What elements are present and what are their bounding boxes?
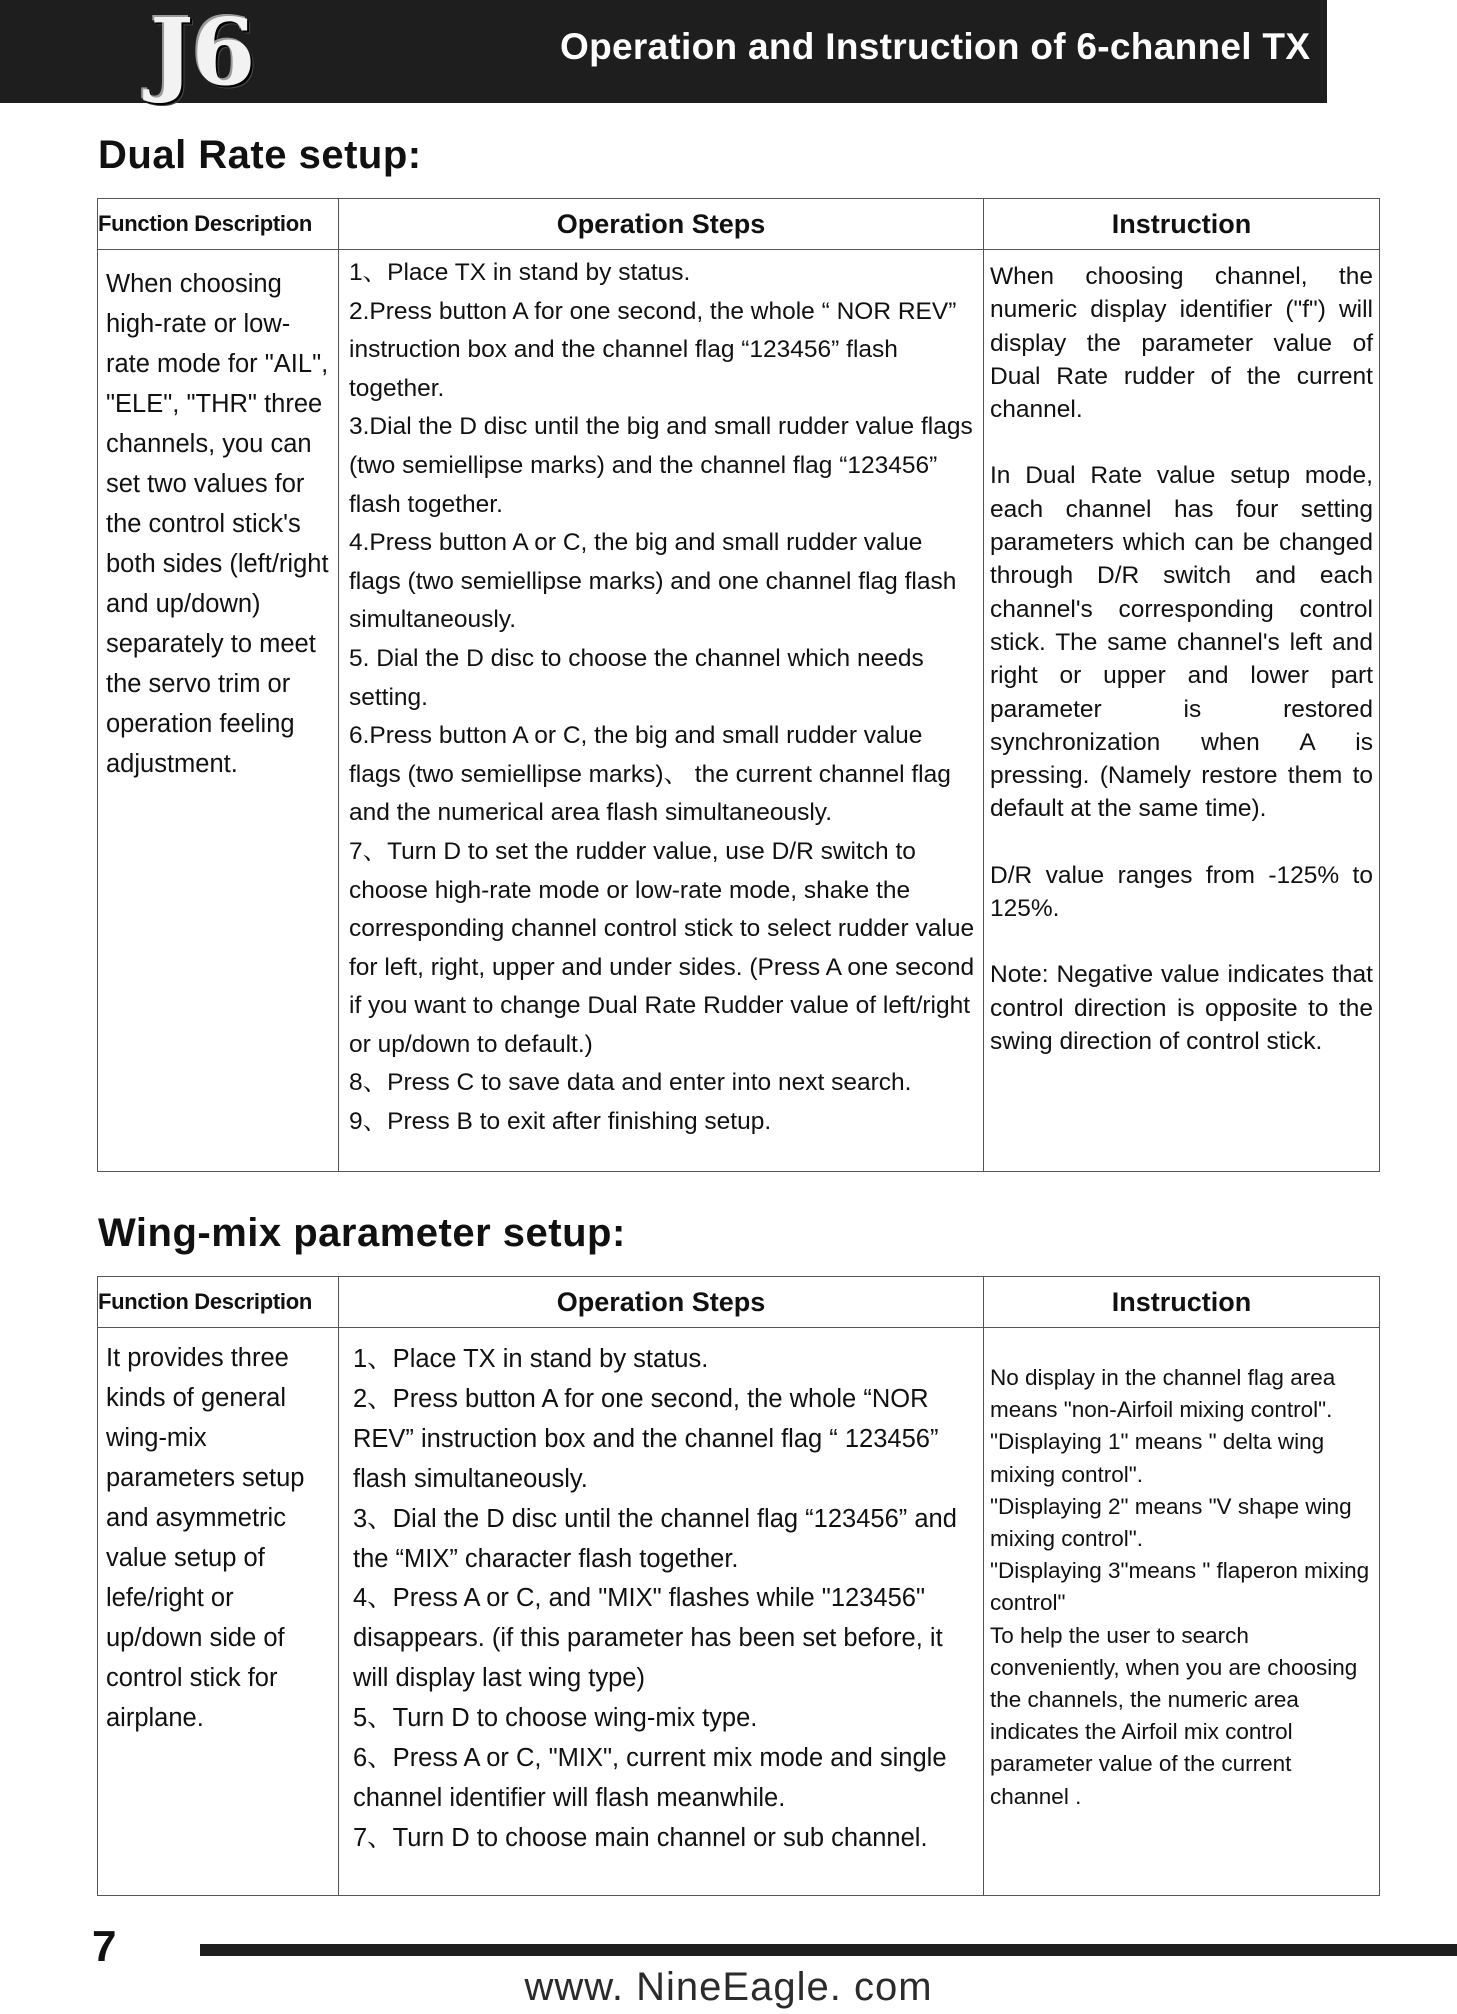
instruction-paragraph: "Displaying 2" means "V shape wing mixing control". (990, 1493, 1352, 1552)
instruction-cell (984, 250, 1380, 1172)
instruction-cell (984, 1328, 1380, 1896)
j6-logo: J6 (150, 0, 254, 106)
step-item: 6、Press A or C, "MIX", current mix mode and single channel identifier will flash meanwhile. (353, 1744, 947, 1812)
instruction-paragraph: D/R value ranges from -125% to 125%. (990, 861, 1373, 923)
step-item: 2.Press button A for one second, the whole “ NOR REV” instruction box and the channel flag “123456” flash together. (349, 297, 957, 402)
instruction-paragraph: To help the user to search conveniently, when you are choosing the channels, the numeric area indicates the Airfoil mix control parameter value of the current channel . (990, 1622, 1358, 1809)
header-bar (0, 0, 1327, 106)
function-description: It provides three kinds of general wing-mix parameters setup and asymmetric value setup of lefe/right or up/down side of control stick for airplane. (98, 1328, 339, 1896)
operation-steps (339, 250, 984, 1172)
column-header: Instruction (984, 1277, 1380, 1328)
table-header-row (98, 199, 1380, 250)
step-item: 5、Turn D to choose wing-mix type. (353, 1704, 758, 1733)
step-item: 4.Press button A or C, the big and small rudder value flags (two semiellipse marks) and one channel flag flash simultaneously. (349, 529, 957, 634)
function-description: When choosing high-rate or low-rate mode for "AIL", "ELE", "THR" three channels, you can set two values for the control stick's both sides (left/right and up/down) separately to meet the servo trim or operation feeling adjustment. (98, 250, 339, 1172)
instruction-paragraph: When choosing channel, the numeric display identifier ("f") will display the parameter value of Dual Rate rudder of the current channel. (990, 263, 1373, 424)
instruction-paragraph: "Displaying 3"means " flaperon mixing control" (990, 1558, 1370, 1616)
table-row (98, 250, 1380, 1172)
step-item: 8、Press C to save data and enter into next search. (349, 1069, 912, 1097)
step-item: 1、Place TX in stand by status. (353, 1345, 709, 1373)
wing-mix-table (97, 1276, 1380, 1896)
column-header: Instruction (984, 199, 1380, 250)
column-header: Operation Steps (339, 199, 984, 250)
page-number: 7 (92, 1922, 117, 1971)
dual-rate-title: Dual Rate setup: (98, 133, 422, 177)
step-item: 3、Dial the D disc until the channel flag “123456” and the “MIX” character flash together. (353, 1504, 957, 1573)
step-item: 3.Dial the D disc until the big and small rudder value flags (two semiellipse marks) and the channel flag “123456” flash together. (349, 413, 973, 518)
column-header: Function Description (98, 1277, 339, 1328)
table-row (98, 1328, 1380, 1896)
step-item: 6.Press button A or C, the big and small rudder value flags (two semiellipse marks)、 the current channel flag and the numerical area flash simultaneously. (349, 722, 951, 827)
step-item: 1、Place TX in stand by status. (349, 259, 691, 286)
column-header: Function Description (98, 199, 339, 250)
dual-rate-table (97, 198, 1380, 1172)
footer-divider (200, 1944, 1457, 1956)
step-item: 7、Turn D to choose main channel or sub channel. (353, 1823, 928, 1852)
step-item: 7、Turn D to set the rudder value, use D/R switch to choose high-rate mode or low-rate mode, shake the corresponding channel control stick to select rudder value for left, right, upper and under sides. (Press A one second if you want to change Dual Rate Rudder value of left/right or up/down to default.) (349, 837, 975, 1058)
header-title: Operation and Instruction of 6-channel TX (560, 26, 1311, 67)
column-header: Operation Steps (339, 1277, 984, 1328)
operation-steps (339, 1328, 984, 1896)
instruction-paragraph: In Dual Rate value setup mode, each channel has four setting parameters which can be changed through D/R switch and each channel's corresponding control stick. The same channel's left and right or upper and lower part parameter is restored synchronization when A is pressing. (Namely restore them to default at the same time). (990, 462, 1373, 823)
step-item: 9、Press B to exit after finishing setup. (349, 1108, 772, 1136)
step-item: 4、Press A or C, and "MIX" flashes while "123456" disappears. (if this parameter has been set before, it will display last wing type) (353, 1584, 943, 1693)
instruction-paragraph: No display in the channel flag area means "non-Airfoil mixing control". (990, 1365, 1336, 1423)
wing-mix-title: Wing-mix parameter setup: (98, 1211, 626, 1255)
website-url: www. NineEagle. com (524, 1965, 933, 2009)
instruction-paragraph: Note: Negative value indicates that control direction is opposite to the swing direction of control stick. (990, 961, 1373, 1055)
step-item: 5. Dial the D disc to choose the channel which needs setting. (349, 644, 924, 711)
step-item: 2、Press button A for one second, the whole “NOR REV” instruction box and the channel flag “ 123456” flash simultaneously. (353, 1384, 939, 1493)
instruction-paragraph: "Displaying 1" means " delta wing mixing control". (990, 1429, 1325, 1487)
table-header-row (98, 1277, 1380, 1328)
